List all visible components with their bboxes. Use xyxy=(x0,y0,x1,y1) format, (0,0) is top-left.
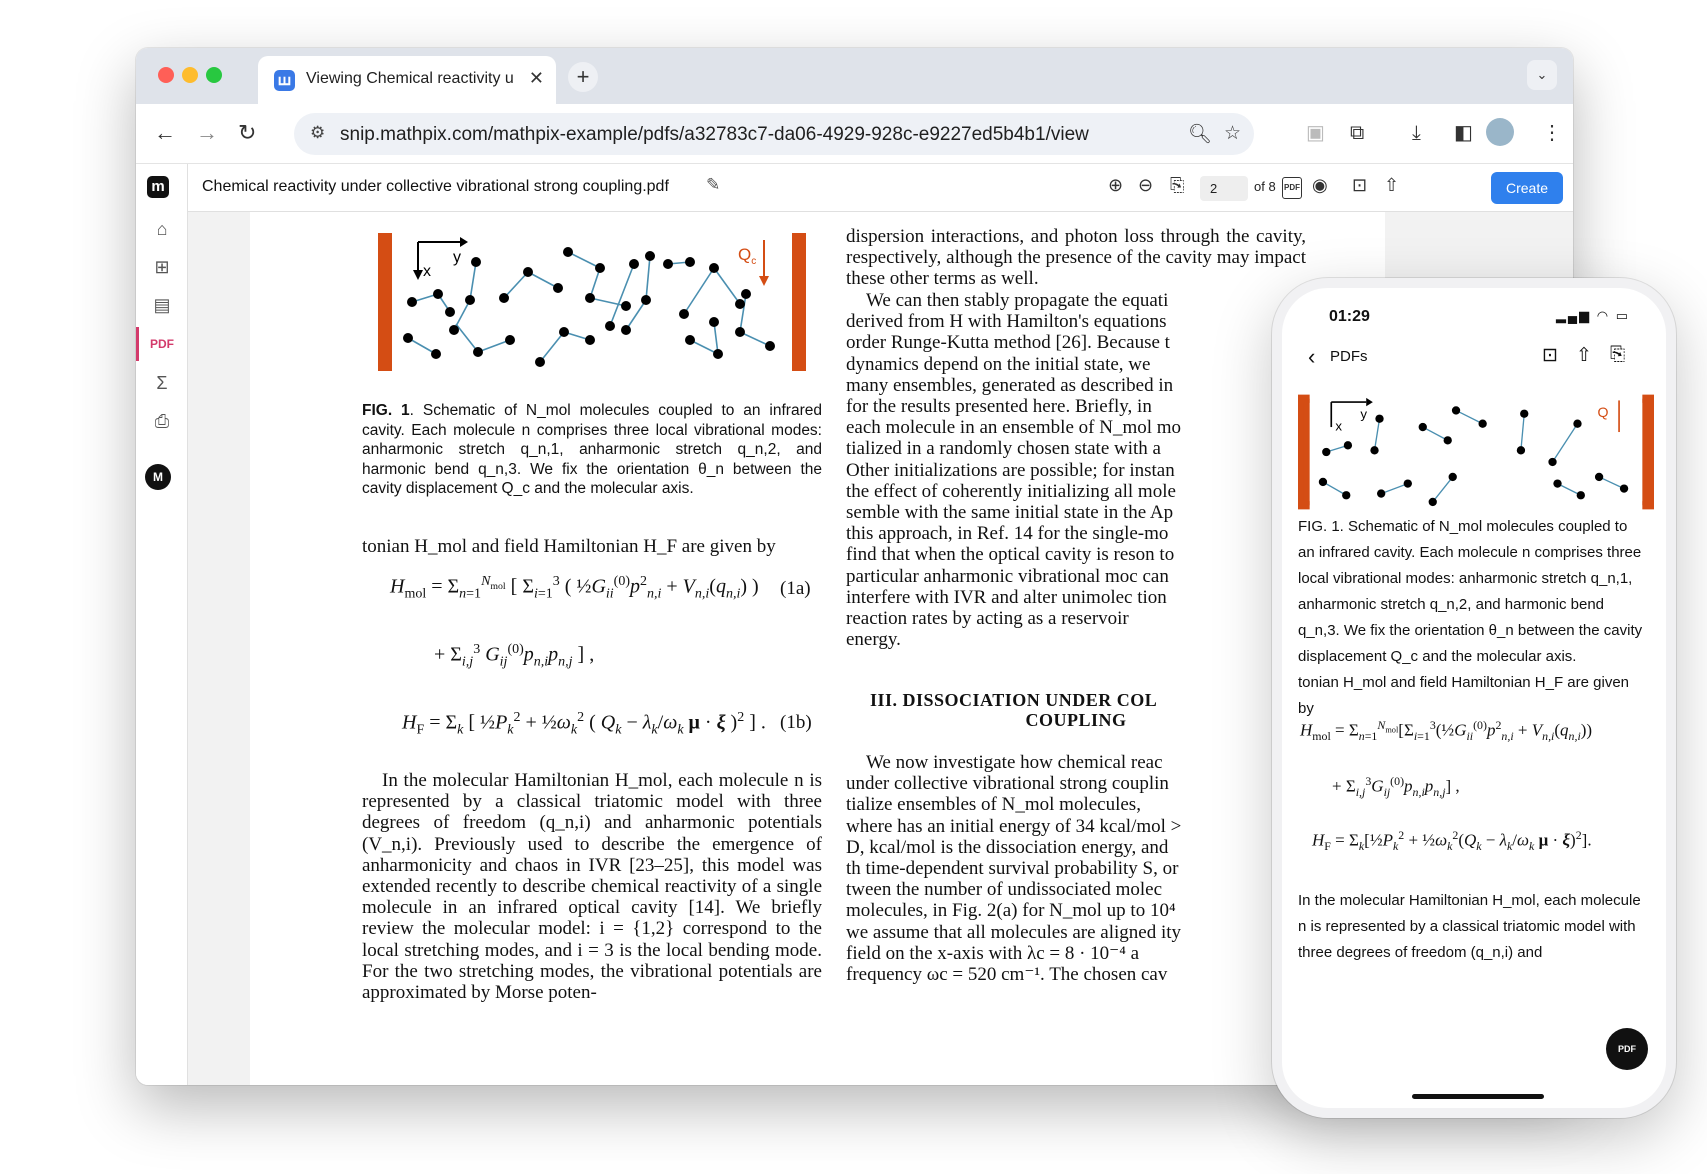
mathpix-favicon-icon: ꟺ xyxy=(274,70,295,91)
mathpix-logo-icon[interactable]: m xyxy=(147,176,169,198)
edit-title-icon[interactable]: ✎ xyxy=(706,175,721,194)
extensions-puzzle-icon[interactable]: ⧉ xyxy=(1350,122,1365,144)
fit-page-icon[interactable]: ⎘ xyxy=(1170,175,1185,195)
svg-text:Q: Q xyxy=(1597,404,1609,421)
create-button[interactable]: Create xyxy=(1491,172,1563,204)
pdf-icon[interactable]: PDF xyxy=(150,337,174,351)
site-settings-icon[interactable]: ⚙ xyxy=(310,123,326,142)
folder-tree-icon[interactable]: ⊞ xyxy=(154,257,170,277)
zoom-search-icon[interactable]: 🔍︎ xyxy=(1188,124,1213,145)
zoom-out-icon[interactable]: ⊖ xyxy=(1138,175,1154,195)
caption-label: FIG. 1 xyxy=(362,402,410,419)
browser-toolbar xyxy=(136,104,1573,164)
phone-equation-1a-line1: $H_{mol}$ = $\Sigma_{n=1}^{N_{mol}}[\Sigma_{i=1}^3(\frac{1}{2}G_{ii}^{(0)}p^2_{n,i} + V_{n,i}(q_{n,i}))$ xyxy=(1300,718,1593,744)
bookmark-star-icon[interactable]: ☆ xyxy=(1224,123,1242,144)
equation-1a-line2: + $\Sigma_{i,j}^3$ $G_{ij}^{(0)}p_{n,i}p_{n,j}$ ] , xyxy=(434,642,595,670)
zoom-window-button[interactable] xyxy=(206,67,222,83)
phone-move-folder-icon[interactable]: ⊡ xyxy=(1542,345,1558,366)
document-search-icon[interactable]: ⎙ xyxy=(154,411,170,431)
phone-pdf-fab-button[interactable]: PDF xyxy=(1606,1028,1648,1070)
right-paragraph-1: dispersion interactions, and photon loss through the cavity, respectively, although the presence of the cavity may impact these other terms as well. xyxy=(846,226,1306,290)
zoom-in-icon[interactable]: ⊕ xyxy=(1108,175,1124,195)
phone-share-upload-icon[interactable]: ⇧ xyxy=(1576,345,1592,366)
forward-arrow-icon[interactable]: → xyxy=(196,120,218,145)
phone-status-time: 01:29 xyxy=(1329,308,1370,325)
phone-export-icon[interactable]: ⎘ xyxy=(1610,344,1626,365)
phone-equation-1a-line2: + $\Sigma_{i,j}^3G_{ij}^{(0)}p_{n,i}p_{n,j}$] , xyxy=(1332,774,1460,800)
minimize-window-button[interactable] xyxy=(182,67,198,83)
notes-document-icon[interactable]: ▤ xyxy=(153,295,171,315)
svg-text:x: x xyxy=(1335,418,1343,434)
right-paragraph-3: We now investigate how chemical reac under collective vibrational strong couplin tialize ensembles of N_mol molecules, where has an initial energy of 34 kcal/mol > D, kcal/mol is the dissociation energy, and th time-dependent survival probability S, or tween the number of undissociated molec molecules, in Fig. 2(a) for N_mol up to 10⁴ we assume that all molecules are aligned ity field on the x-axis with λc = 8 · 10⁻⁴ a frequency ωc = 520 cm⁻¹. The chosen cav xyxy=(846,752,1182,986)
profile-avatar[interactable] xyxy=(1486,118,1514,146)
page-total: of 8 xyxy=(1254,179,1276,194)
phone-hamiltonian-intro: tonian H_mol and field Hamiltonian H_F are given by xyxy=(1298,674,1630,717)
caption-text: . Schematic of N_mol molecules coupled to an infrared cavity. Each molecule n comprises three local vibrational modes: anharmonic stretch q_n,1, anharmonic stretch q_n,2, and harmonic bend q_n,3. We fix the orientation θ_n between the cavity displacement Q_c and the molecular axis. xyxy=(362,402,822,497)
tab-search-chevron-down-icon[interactable]: ⌄ xyxy=(1527,60,1557,90)
figure-molecules-cavity xyxy=(378,232,806,372)
equation-1a-line1: $H_{mol} = \Sigma_{n=1}^{N_{mol}}$ [ $\Sigma_{i=1}^3$ ( $\frac{1}{2}G_{ii}^{(0)}p^2_{n,i} + V_{n,i}(q_{n,i})$ ) xyxy=(390,574,759,602)
reload-icon[interactable]: ↻ xyxy=(238,120,257,145)
pdf-view-icon[interactable]: PDF xyxy=(1282,177,1302,199)
side-panel-icon[interactable]: ◧ xyxy=(1454,122,1473,144)
hamiltonian-intro: tonian H_mol and field Hamiltonian H_F are given by xyxy=(362,536,776,557)
phone-figure-molecules-cavity xyxy=(1298,393,1654,511)
equation-1b-number: (1b) xyxy=(780,712,812,733)
svg-text:y: y xyxy=(1360,406,1368,422)
browser-menu-icon[interactable]: ⋮ xyxy=(1542,122,1562,144)
downloads-icon[interactable]: ⤓ xyxy=(1412,122,1421,144)
user-avatar[interactable]: M xyxy=(145,464,171,490)
equation-1b: $H_F = \Sigma_k$ [ $\frac{1}{2}P_k^2$ + $\frac{1}{2}\omega_k^2$ ( $Q_k - \lambda_k/\omega_k$ μ · ξ )$^2$ ] . xyxy=(402,710,766,738)
browser-tab[interactable] xyxy=(258,56,556,104)
export-upload-icon[interactable]: ⇧ xyxy=(1384,175,1400,195)
equation-1a-number: (1a) xyxy=(780,578,811,599)
phone-device xyxy=(1272,278,1676,1118)
phone-paragraph: In the molecular Hamiltonian H_mol, each molecule n is represented by a classical triatomic model with three degrees of freedom (q_n,i) and xyxy=(1298,892,1641,961)
phone-figure-caption: FIG. 1. Schematic of N_mol molecules coupled to an infrared cavity. Each molecule n comprises three local vibrational modes: anharmonic stretch q_n,1, anharmonic stretch q_n,2, and harmonic bend q_n,3. We fix the orientation θ_n between the cavity displacement Q_c and the molecular axis. xyxy=(1298,518,1643,665)
document-header xyxy=(188,164,1573,212)
figure-y-label: y xyxy=(453,249,461,266)
tab-title: Viewing Chemical reactivity u xyxy=(306,70,514,87)
new-tab-button[interactable]: + xyxy=(568,62,598,92)
address-bar[interactable] xyxy=(294,113,1254,155)
preview-eye-icon[interactable]: ◉ xyxy=(1312,175,1328,195)
move-to-folder-icon[interactable]: ⊡ xyxy=(1352,175,1368,195)
phone-equation-1b: $H_F$ = $\Sigma_k[\frac{1}{2}P_k^2$ + $\frac{1}{2}\omega_k^2(Q_k - \lambda_k/\omega_k$ μ · ξ)$^2$]. xyxy=(1312,828,1592,854)
right-paragraph-2: We can then stably propagate the equati derived from H with Hamilton's equations order Runge-Kutta method [26]. Because t dynamics depend on the initial state, we many ensembles, generated as described in for the results presented here. Briefly, in each molecule in an ensemble of N_mol mo tialized in a randomly chosen state with a Other initializations are possible; for instan the effect of coherently initializing all mole semble with the same initial state in the Ap this approach, in Ref. 14 for the single-mo find that when the optical cavity is reson to particular anharmonic vibrational moc can interfere with IVR and alter unimolec tion reaction rates by acting as a reservoir energy. xyxy=(846,290,1182,651)
left-paragraph: In the molecular Hamiltonian H_mol, each molecule n is represented by a classical triatomic model with three degrees of freedom (q_n,i) and anharmonic potentials (V_n,i). Previously used to describe the emergence of anharmonicity and chaos in IVR [23–25], this model was extended recently to describe chemical reactivity of a single molecule in an infrared optical cavity [14]. We briefly review the molecular model: i = {1,2} correspond to the local stretching modes, and i = 3 is the local bending mode. For the two stretching modes, the vibrational potentials are approximated by Morse poten- xyxy=(362,770,822,1004)
sidebar-active-indicator xyxy=(136,327,139,361)
sigma-snip-icon[interactable]: Σ xyxy=(156,373,168,393)
section-heading-line2: COUPLING xyxy=(1025,710,1127,730)
browser-titlebar xyxy=(136,48,1573,104)
close-window-button[interactable] xyxy=(158,67,174,83)
page-number-input[interactable] xyxy=(1200,176,1248,201)
figure-caption xyxy=(362,401,822,499)
section-heading-line1: III. DISSOCIATION UNDER COL xyxy=(870,690,1158,710)
sidebar xyxy=(136,164,188,1085)
figure-x-label: x xyxy=(423,263,431,280)
phone-status-icons: ▂▄▆ ◠ ▭ xyxy=(1555,308,1630,323)
back-chevron-icon[interactable]: ‹ xyxy=(1308,344,1316,369)
extension-mathpix-icon[interactable]: ▣ xyxy=(1306,122,1325,144)
tab-close-icon[interactable]: ✕ xyxy=(528,68,544,88)
home-icon[interactable]: ⌂ xyxy=(156,219,168,239)
back-to-pdfs-link[interactable]: PDFs xyxy=(1330,348,1368,365)
url-text[interactable]: snip.mathpix.com/mathpix-example/pdfs/a32783c7-da06-4929-928c-e9227ed5b4b1/view xyxy=(340,124,1089,145)
phone-home-indicator xyxy=(1412,1094,1544,1099)
pdf-page xyxy=(250,212,1385,1085)
figure-qc-label: $Q_c$ xyxy=(738,245,757,267)
document-title: Chemical reactivity under collective vibrational strong coupling.pdf xyxy=(202,178,669,195)
back-arrow-icon[interactable]: ← xyxy=(154,120,176,145)
